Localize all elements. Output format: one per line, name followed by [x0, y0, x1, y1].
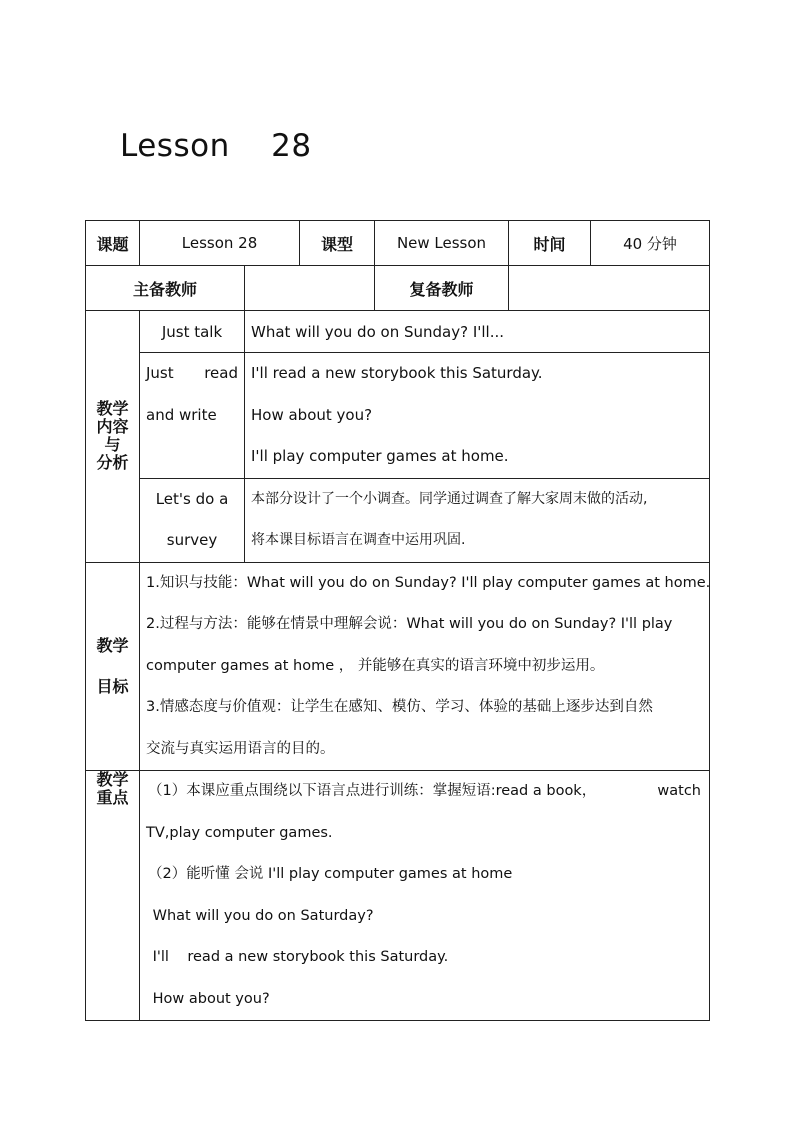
co-teacher-value [509, 266, 710, 311]
lesson-plan-table [85, 220, 710, 1021]
co-teacher-label: 复备教师 [375, 266, 509, 311]
goals-label: 教学 目标 [86, 562, 140, 771]
type-label: 课型 [300, 221, 375, 266]
part-survey: Let's do a survey [140, 478, 245, 562]
survey-text: 本部分设计了一个小调查。同学通过调查了解大家周末做的活动, 将本课目标语言在调查中运用巩固. [245, 478, 710, 562]
main-teacher-value [245, 266, 375, 311]
goals-row [86, 562, 710, 771]
content-label: 教学 内容 与 分析 [86, 311, 140, 563]
part-just-talk: Just talk [140, 311, 245, 353]
focus-row [86, 771, 710, 1021]
part-just-read: Just read and write [140, 353, 245, 479]
focus-text: （1）本课应重点围绕以下语言点进行训练：掌握短语:read a book， watch TV,play computer games. （2）能听懂 会说 I'll play computer games at home What will you do on Saturday? I'll read a new storybook this Saturday. How about you? [140, 771, 710, 1021]
focus-label: 教学 重点 [86, 771, 140, 1021]
content-row-survey [86, 478, 710, 562]
time-label: 时间 [509, 221, 591, 266]
header-row-2 [86, 266, 710, 311]
main-teacher-label: 主备教师 [86, 266, 245, 311]
just-read-text: I'll read a new storybook this Saturday. How about you? I'll play computer games at home. [245, 353, 710, 479]
time-value: 40 分钟 [591, 221, 710, 266]
just-talk-text: What will you do on Sunday? I'll... [245, 311, 710, 353]
content-row-read [86, 353, 710, 479]
topic-label: 课题 [86, 221, 140, 266]
header-row-1 [86, 221, 710, 266]
content-row-talk [86, 311, 710, 353]
goals-text: 1.知识与技能：What will you do on Sunday? I'll play computer games at home. 2.过程与方法：能够在情景中理解会说：What will you do on Sunday? I'll play computer games at home ， 并能够在真实的语言环境中初步运用。 3.情感态度与价值观：让学生在感知、模仿、学习、体验的基础上逐步达到自然 交流与真实运用语言的目的。 [140, 562, 710, 771]
topic-value: Lesson 28 [140, 221, 300, 266]
page-title: Lesson 28 [120, 128, 312, 164]
type-value: New Lesson [375, 221, 509, 266]
